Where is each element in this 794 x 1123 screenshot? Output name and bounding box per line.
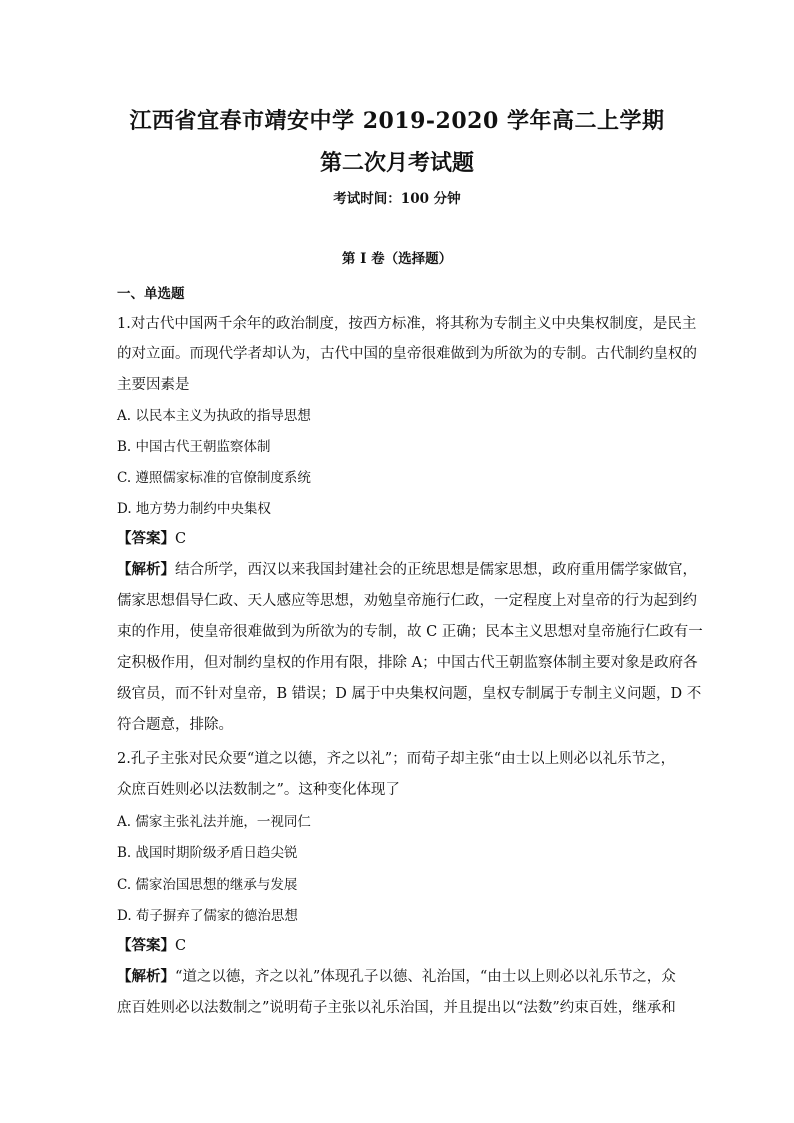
question-2-option-b: B. 战国时期阶级矛盾日趋尖锐: [117, 845, 298, 861]
question-1-analysis-line-5: 级官员，而不针对皇帝，B 错误；D 属于中央集权问题，皇权专制属于专制主义问题，D 不: [117, 686, 702, 702]
part-title: 第 I 卷（选择题）: [341, 251, 453, 267]
question-2-analysis-line-2: 庶百姓则必以法数制之”说明荀子主张以礼乐治国，并且提出以“法数”约束百姓，继承和: [117, 1000, 676, 1016]
question-1-option-b: B. 中国古代王朝监察体制: [117, 439, 271, 455]
question-2-analysis-line-1: [117, 965, 676, 986]
answer-label: 【答案】: [117, 937, 175, 954]
question-2-option-c: C. 儒家治国思想的继承与发展: [117, 877, 298, 893]
answer-value: C: [175, 531, 187, 547]
section-title: 一、单选题: [117, 286, 185, 302]
analysis-label: 【解析】: [117, 968, 175, 985]
question-1-option-c: C. 遵照儒家标准的官僚制度系统: [117, 470, 311, 486]
question-2-option-a: A. 儒家主张礼法并施，一视同仁: [117, 814, 311, 830]
question-1-answer: [117, 527, 186, 548]
question-1-analysis-line-4: 定积极作用，但对制约皇权的作用有限，排除 A；中国古代王朝监察体制主要对象是政府各: [117, 655, 698, 671]
question-2-option-d: D. 荀子摒弃了儒家的德治思想: [117, 908, 298, 924]
question-2-stem-line-2: 众庶百姓则必以法数制之”。这种变化体现了: [117, 782, 400, 798]
answer-label: 【答案】: [117, 530, 175, 547]
question-1-analysis-line-2: 儒家思想倡导仁政、天人感应等思想，劝勉皇帝施行仁政，一定程度上对皇帝的行为起到约: [117, 593, 697, 609]
document-subtitle: 第二次月考试题: [319, 150, 474, 176]
question-1-option-a: A. 以民本主义为执政的指导思想: [117, 408, 311, 424]
question-1-analysis-line-6: 符合题意，排除。: [117, 717, 233, 733]
question-1-option-d: D. 地方势力制约中央集权: [117, 501, 271, 517]
question-1-stem-line-2: 的对立面。而现代学者却认为，古代中国的皇帝很难做到为所欲为的专制。古代制约皇权的: [117, 346, 697, 362]
question-1-analysis-line-1: [117, 558, 697, 579]
question-2-answer: [117, 934, 186, 955]
question-1-analysis-line-3: 束的作用，使皇帝很难做到为所欲为的专制，故 C 正确；民本主义思想对皇帝施行仁政有一: [117, 624, 703, 640]
document-title: 江西省宜春市靖安中学 2019-2020 学年高二上学期: [129, 108, 665, 134]
analysis-text: 结合所学，西汉以来我国封建社会的正统思想是儒家思想，政府重用儒学家做官，: [175, 562, 697, 578]
question-1-stem-line-3: 主要因素是: [117, 377, 190, 393]
question-1-stem-line-1: 1.对古代中国两千余年的政治制度，按西方标准，将其称为专制主义中央集权制度，是民主: [117, 316, 697, 332]
exam-time: 考试时间：100 分钟: [333, 191, 461, 207]
answer-value: C: [175, 938, 187, 954]
analysis-label: 【解析】: [117, 561, 175, 578]
question-2-stem-line-1: 2.孔子主张对民众要“道之以德，齐之以礼”；而荀子却主张“由士以上则必以礼乐节之，: [117, 751, 676, 767]
analysis-text: “道之以德，齐之以礼”体现孔子以德、礼治国，“由士以上则必以礼乐节之，众: [175, 969, 676, 985]
